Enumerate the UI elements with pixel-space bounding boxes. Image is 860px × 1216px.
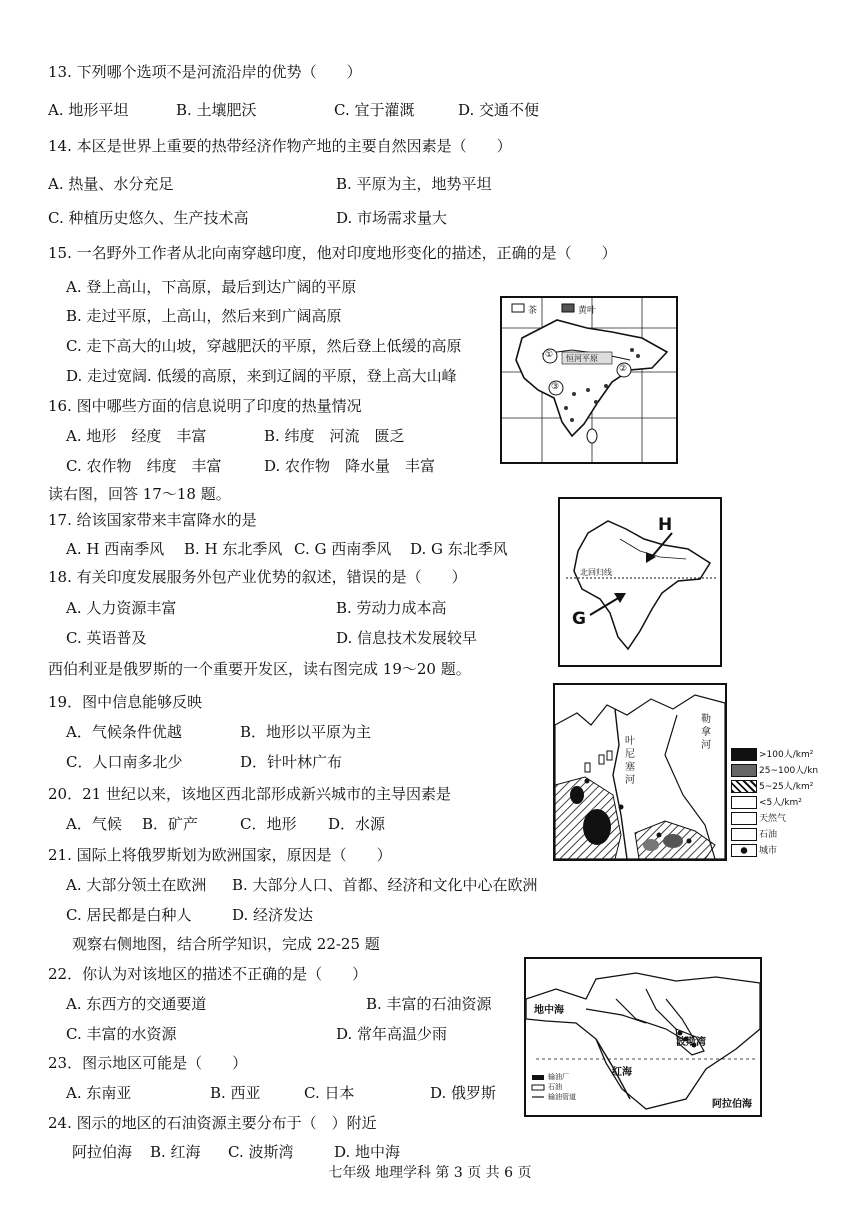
q23-option-a[interactable]: A. 东南亚: [66, 1084, 132, 1102]
q19-option-d[interactable]: D．针叶林广布: [240, 753, 343, 771]
q18-option-a[interactable]: A. 人力资源丰富: [66, 599, 177, 617]
india-monsoon-map: [558, 497, 722, 667]
legend-text-sparse: 5~25人/km²: [759, 782, 814, 792]
oil-icon: [731, 828, 757, 841]
india-map-marker-3: ③: [551, 382, 560, 392]
q19-option-b[interactable]: B．地形以平原为主: [240, 723, 372, 741]
q16-stem: 16. 图中哪些方面的信息说明了印度的热量情况: [48, 397, 362, 415]
intro-19-20: 西伯利亚是俄罗斯的一个重要开发区，读右图完成 19～20 题。: [48, 660, 471, 678]
q14-option-c[interactable]: C. 种植历史悠久、生产技术高: [48, 209, 249, 227]
legend-text-oil: 石油: [759, 830, 778, 840]
q14-option-a[interactable]: A. 热量、水分充足: [48, 175, 174, 193]
q17-option-b[interactable]: B. H 东北季风: [184, 540, 283, 558]
legend-text-dense: >100人/km²: [759, 750, 814, 760]
q21-stem: 21. 国际上将俄罗斯划为欧洲国家，原因是（ ）: [48, 846, 392, 864]
q18-option-b[interactable]: B. 劳动力成本高: [336, 599, 447, 617]
q22-option-a[interactable]: A. 东西方的交通要道: [66, 995, 207, 1013]
legend-swatch-hatch: [731, 780, 757, 793]
west-asia-label-arabian-sea: 阿拉伯海: [712, 1099, 752, 1110]
q20-option-c[interactable]: C．地形: [240, 815, 297, 833]
q21-option-c[interactable]: C. 居民都是白种人: [66, 906, 192, 924]
west-asia-label-red-sea: 红海: [612, 1067, 632, 1078]
west-asia-legend-refinery: 输油厂: [548, 1073, 569, 1081]
q20-option-b[interactable]: B．矿产: [142, 815, 199, 833]
q21-option-d[interactable]: D. 经济发达: [232, 906, 314, 924]
q20-stem: 20．21 世纪以来，该地区西北部形成新兴城市的主导因素是: [48, 785, 451, 803]
q16-option-c[interactable]: C. 农作物 纬度 丰富: [66, 457, 222, 475]
legend-swatch-dotted: [731, 764, 757, 777]
siberia-legend: [731, 746, 835, 864]
city-icon: [731, 844, 757, 857]
q13-option-b[interactable]: B. 土壤肥沃: [176, 101, 257, 119]
q23-option-d[interactable]: D. 俄罗斯: [430, 1084, 497, 1102]
q16-option-a[interactable]: A. 地形 经度 丰富: [66, 427, 207, 445]
q17-option-c[interactable]: C. G 西南季风: [294, 540, 392, 558]
india-map-graphic: [502, 298, 676, 462]
q24-option-c[interactable]: C. 波斯湾: [228, 1143, 294, 1161]
q13-option-d[interactable]: D. 交通不便: [458, 101, 540, 119]
india-map-marker-2: ②: [619, 364, 628, 374]
q22-stem: 22．你认为对该地区的描述不正确的是（ ）: [48, 965, 368, 983]
q15-option-b[interactable]: B. 走过平原，上高山，然后来到广阔高原: [66, 307, 342, 325]
q21-option-a[interactable]: A. 大部分领土在欧洲: [66, 876, 207, 894]
q22-option-b[interactable]: B. 丰富的石油资源: [366, 995, 492, 1013]
q15-option-d[interactable]: D. 走过宽阔. 低缓的高原，来到辽阔的平原，登上高大山峰: [66, 367, 457, 385]
india-map-legend-jute: 黄叶: [578, 306, 597, 316]
india-monsoon-tropic-label: 北回归线: [580, 568, 612, 577]
q24-option-a[interactable]: 阿拉伯海: [72, 1143, 133, 1161]
legend-text-medium: 25~100人/kn: [759, 766, 819, 776]
q17-option-d[interactable]: D. G 东北季风: [410, 540, 508, 558]
q14-option-d[interactable]: D. 市场需求量大: [336, 209, 448, 227]
q22-option-c[interactable]: C. 丰富的水资源: [66, 1025, 177, 1043]
legend-swatch-white: [731, 796, 757, 809]
q15-stem: 15. 一名野外工作者从北向南穿越印度，他对印度地形变化的描述，正确的是（ ）: [48, 244, 617, 262]
q24-option-b[interactable]: B. 红海: [150, 1143, 201, 1161]
q24-stem: 24. 图示的地区的石油资源主要分布于（ ）附近: [48, 1114, 377, 1132]
q13-option-c[interactable]: C. 宜于灌溉: [334, 101, 415, 119]
siberia-map-graphic: [555, 685, 725, 859]
west-asia-map: [524, 957, 762, 1117]
gas-icon: [731, 812, 757, 825]
q18-stem: 18. 有关印度发展服务外包产业优势的叙述，错误的是（ ）: [48, 568, 467, 586]
q16-option-b[interactable]: B. 纬度 河流 匮乏: [264, 427, 405, 445]
q20-option-d[interactable]: D．水源: [328, 815, 386, 833]
q18-option-d[interactable]: D. 信息技术发展较早: [336, 629, 478, 647]
q19-stem: 19．图中信息能够反映: [48, 693, 203, 711]
q23-option-c[interactable]: C. 日本: [304, 1084, 355, 1102]
west-asia-legend-oil: 石油: [548, 1083, 562, 1091]
intro-17-18: 读右图，回答 17～18 题。: [48, 485, 231, 503]
india-monsoon-label-g: G: [572, 609, 586, 629]
q17-option-a[interactable]: A. H 西南季风: [66, 540, 165, 558]
q13-stem: 13. 下列哪个选项不是河流沿岸的优势（ ）: [48, 63, 362, 81]
india-map-marker-1: ①: [545, 350, 554, 360]
india-monsoon-label-h: H: [658, 515, 673, 535]
q22-option-d[interactable]: D. 常年高温少雨: [336, 1025, 448, 1043]
legend-swatch-black: [731, 748, 757, 761]
siberia-yenisei-label: 叶尼塞河: [625, 736, 635, 786]
q14-option-b[interactable]: B. 平原为主，地势平坦: [336, 175, 492, 193]
india-map-plain-label: 恒河平原: [566, 354, 598, 363]
west-asia-label-mediterranean: 地中海: [534, 1005, 564, 1016]
q19-option-a[interactable]: A．气候条件优越: [66, 723, 182, 741]
india-map-legend-tea: 茶: [528, 306, 538, 316]
q15-option-c[interactable]: C. 走下高大的山坡，穿越肥沃的平原，然后登上低缓的高原: [66, 337, 462, 355]
q18-option-c[interactable]: C. 英语普及: [66, 629, 147, 647]
q21-option-b[interactable]: B. 大部分人口、首都、经济和文化中心在欧洲: [232, 876, 538, 894]
intro-22-25: 观察右侧地图，结合所学知识，完成 22-25 题: [72, 935, 380, 953]
india-monsoon-graphic: [560, 499, 720, 665]
siberia-population-map: [553, 683, 727, 861]
q17-stem: 17. 给该国家带来丰富降水的是: [48, 511, 257, 529]
west-asia-label-persian-gulf: 波斯湾: [676, 1037, 706, 1048]
q13-option-a[interactable]: A. 地形平坦: [48, 101, 129, 119]
q19-option-c[interactable]: C．人口南多北少: [66, 753, 183, 771]
legend-text-city: 城市: [759, 846, 778, 856]
q23-stem: 23．图示地区可能是（ ）: [48, 1054, 248, 1072]
q23-option-b[interactable]: B. 西亚: [210, 1084, 261, 1102]
west-asia-legend-pipeline: 输油管道: [548, 1093, 576, 1101]
q14-stem: 14. 本区是世界上重要的热带经济作物产地的主要自然因素是（ ）: [48, 137, 512, 155]
siberia-lena-label: 勒拿河: [701, 714, 711, 751]
legend-text-empty: <5人/km²: [759, 798, 802, 808]
q16-option-d[interactable]: D. 农作物 降水量 丰富: [264, 457, 436, 475]
legend-text-gas: 天然气: [759, 814, 787, 824]
india-agriculture-map: [500, 296, 678, 464]
q20-option-a[interactable]: A．气候: [66, 815, 122, 833]
page-footer: 七年级 地理学科 第 3 页 共 6 页: [328, 1165, 532, 1181]
q24-option-d[interactable]: D. 地中海: [334, 1143, 401, 1161]
q15-option-a[interactable]: A. 登上高山，下高原，最后到达广阔的平原: [66, 278, 357, 296]
